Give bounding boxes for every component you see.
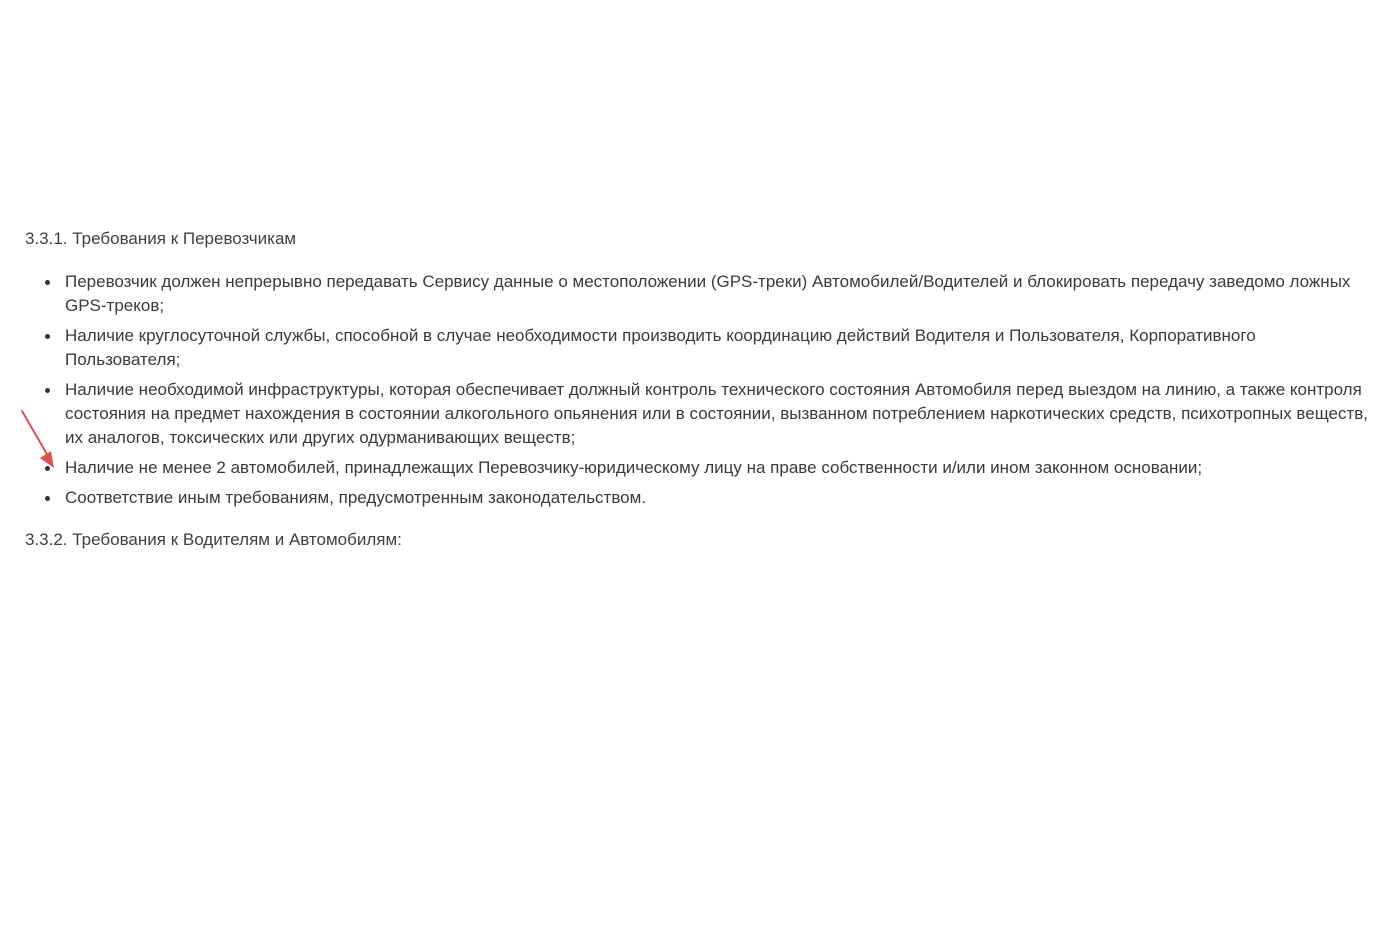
list-item [25,324,1370,372]
bullet-icon [45,280,50,285]
list-item [25,378,1370,450]
bullet-icon [45,334,50,339]
list-item [25,270,1370,318]
red-arrow-icon [18,408,60,470]
list-item-text: Наличие круглосуточной службы, способной в случае необходимости производить координацию действий Водителя и Пользователя, Корпоративного Пользователя; [65,326,1256,369]
document-body [25,227,1370,552]
section-heading-drivers: 3.3.2. Требования к Водителям и Автомобилям: [25,530,402,549]
list-item-text: Наличие необходимой инфраструктуры, которая обеспечивает должный контроль технического состояния Автомобиля перед выездом на линию, а также контроля состояния на предмет нахождения в состоянии алкогольного опьянения или в состоянии, вызванном потреблением наркотических средств, психотропных веществ, их аналогов, токсических или других одурманивающих веществ; [65,380,1368,447]
section-heading-carriers: 3.3.1. Требования к Перевозчикам [25,229,297,248]
list-item [25,486,1370,510]
list-item-text: Перевозчик должен непрерывно передавать Сервису данные о местоположении (GPS-треки) Автомобилей/Водителей и блокировать передачу заведомо ложных GPS-треков; [65,272,1351,315]
carrier-requirements-list [25,270,1370,510]
list-item-text: Соответствие иным требованиям, предусмотренным законодательством. [65,488,647,507]
bullet-icon [45,496,50,501]
list-item-highlighted [25,456,1370,480]
bullet-icon [45,388,50,393]
list-item-text: Наличие не менее 2 автомобилей, принадлежащих Перевозчику-юридическому лицу на праве собственности и/или ином законном основании; [65,458,1203,477]
